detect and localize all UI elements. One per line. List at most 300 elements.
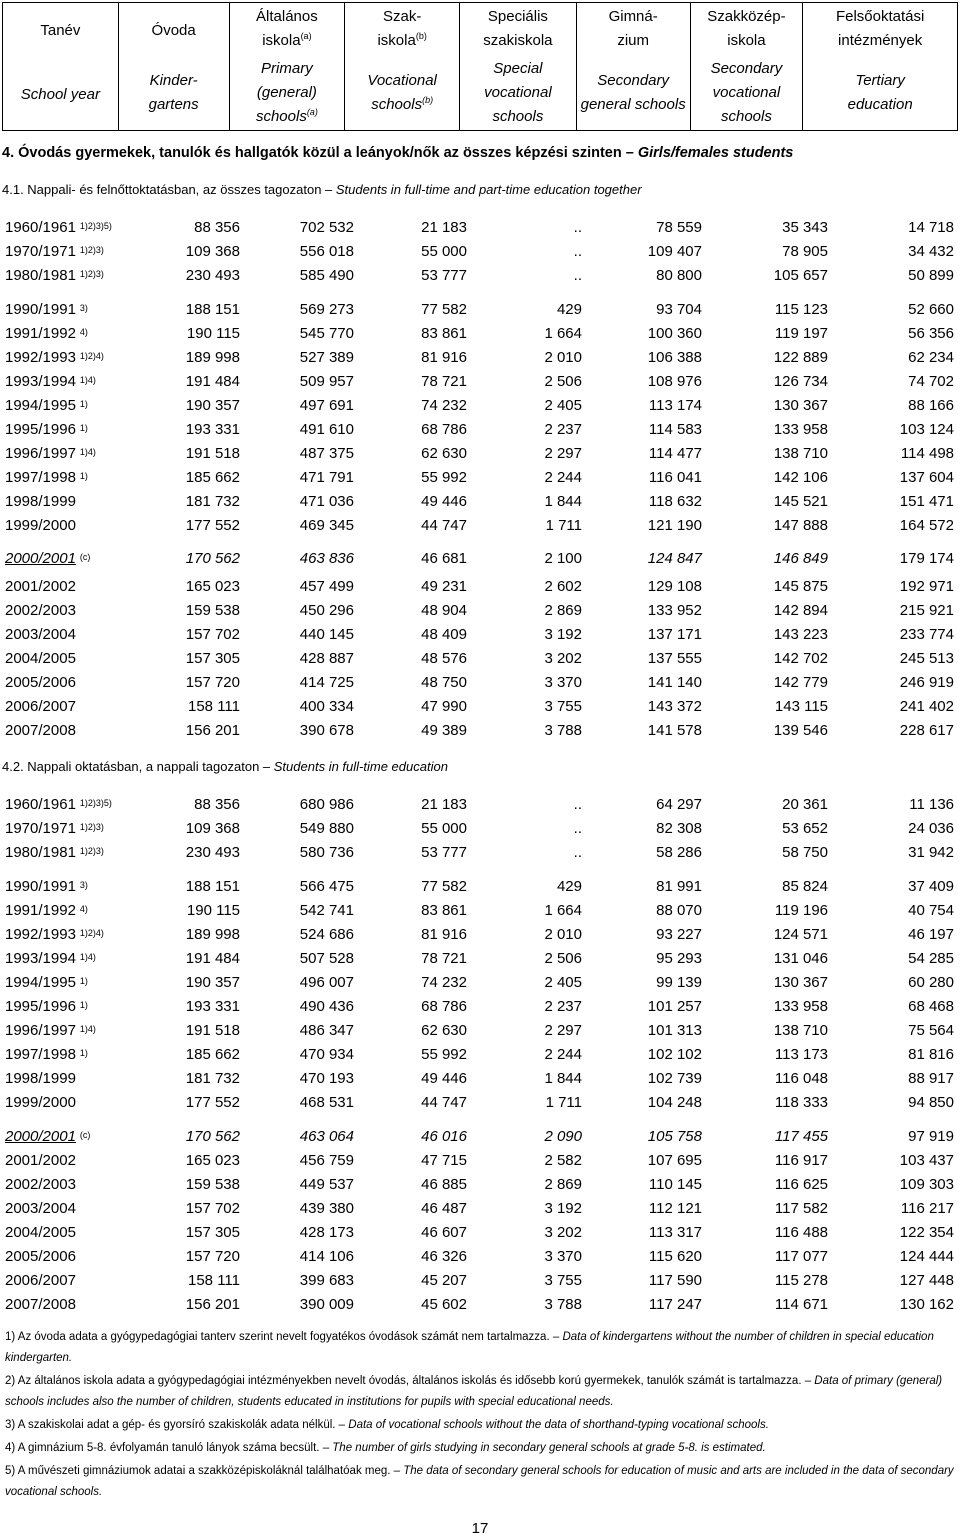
footnote-en: Data of kindergartens without the number of children in special education kindergarten. (5, 1331, 934, 1364)
value-cell-tertiary: 103 437 (899, 1152, 954, 1169)
value-cell-kindergartens: 181 732 (185, 493, 240, 510)
value-cell-tertiary: 62 234 (908, 349, 954, 366)
table-row (0, 820, 960, 844)
header-label-hu: Szak- iskola$^{(b)}$ (377, 8, 427, 49)
header-label-en: Tertiary education (847, 72, 913, 113)
value-cell-secondary-vocational: 116 048 (774, 1070, 828, 1087)
value-cell-secondary-general: 82 308 (656, 820, 702, 837)
value-cell-kindergartens: 193 331 (185, 998, 240, 1015)
school-year-cell (5, 878, 88, 895)
value-cell-vocational: 62 630 (421, 445, 467, 462)
value-cell-secondary-general: 105 758 (647, 1128, 702, 1145)
value-cell-tertiary: 241 402 (899, 698, 954, 715)
value-cell-tertiary: 245 513 (899, 650, 954, 667)
subsection-title-4-1-en: Students in full-time and part-time education together (335, 182, 642, 197)
school-year-text: 1970/1971 (5, 243, 76, 260)
table-row (0, 397, 960, 421)
table-row (0, 219, 960, 243)
value-cell-special-vocational: 2 506 (544, 950, 582, 967)
value-cell-secondary-general: 106 388 (647, 349, 702, 366)
value-cell-special-vocational: 2 405 (544, 974, 582, 991)
value-cell-special-vocational: 3 755 (544, 698, 582, 715)
value-cell-secondary-vocational: 138 710 (773, 1022, 828, 1039)
value-cell-kindergartens: 177 552 (185, 517, 240, 534)
value-cell-secondary-general: 107 695 (647, 1152, 702, 1169)
value-cell-secondary-vocational: 35 343 (782, 219, 828, 236)
value-cell-vocational: 68 786 (421, 998, 467, 1015)
table-row (0, 902, 960, 926)
footnote (5, 1461, 955, 1503)
value-cell-tertiary: 37 409 (908, 878, 954, 895)
value-cell-special-vocational: 2 582 (544, 1152, 582, 1169)
value-cell-tertiary: 88 166 (908, 397, 954, 414)
value-cell-vocational: 46 326 (421, 1248, 467, 1265)
table-row (0, 974, 960, 998)
value-cell-special-vocational: 3 192 (544, 626, 582, 643)
value-cell-secondary-vocational: 116 625 (774, 1176, 828, 1193)
table-row (0, 1248, 960, 1272)
table-row (0, 421, 960, 445)
value-cell-special-vocational: 2 297 (544, 1022, 582, 1039)
value-cell-primary: 680 986 (299, 796, 354, 813)
value-cell-vocational: 74 232 (421, 974, 467, 991)
value-cell-vocational: 74 232 (421, 397, 467, 414)
value-cell-vocational: 81 916 (421, 349, 467, 366)
school-year-cell (5, 926, 104, 943)
school-year-cell (5, 267, 104, 284)
value-cell-primary: 439 380 (299, 1200, 354, 1217)
column-header-table (2, 2, 958, 131)
value-cell-secondary-general: 133 952 (647, 602, 702, 619)
value-cell-secondary-general: 81 991 (656, 878, 702, 895)
value-cell-primary: 491 610 (299, 421, 354, 438)
value-cell-vocational: 49 446 (421, 493, 467, 510)
value-cell-secondary-general: 137 171 (647, 626, 702, 643)
school-year-text: 1980/1981 (5, 844, 76, 861)
value-cell-primary: 496 007 (299, 974, 354, 991)
school-year-cell (5, 1248, 76, 1265)
value-cell-vocational: 48 576 (421, 650, 467, 667)
value-cell-special-vocational: 3 202 (544, 650, 582, 667)
value-cell-special-vocational: .. (573, 267, 582, 284)
value-cell-special-vocational: 2 506 (544, 373, 582, 390)
value-cell-kindergartens: 188 151 (185, 878, 240, 895)
school-year-text: 1999/2000 (5, 1094, 76, 1111)
value-cell-special-vocational: 2 244 (544, 1046, 582, 1063)
value-cell-vocational: 77 582 (421, 878, 467, 895)
header-label-hu: Szakközép- iskola (707, 8, 786, 49)
school-year-cell (5, 493, 76, 510)
footnote-ref: 1) (79, 471, 88, 481)
value-cell-vocational: 48 904 (421, 602, 467, 619)
header-label-hu: Gimná- zium (608, 8, 658, 49)
value-cell-secondary-vocational: 143 115 (774, 698, 828, 715)
value-cell-primary: 414 725 (299, 674, 354, 691)
school-year-text: 2000/2001 (5, 550, 76, 567)
value-cell-primary: 490 436 (299, 998, 354, 1015)
value-cell-kindergartens: 191 518 (185, 445, 240, 462)
school-year-text: 1993/1994 (5, 373, 76, 390)
value-cell-secondary-vocational: 58 750 (782, 844, 828, 861)
school-year-cell (5, 1022, 96, 1039)
footnote-ref: 1)4) (79, 375, 96, 385)
value-cell-kindergartens: 165 023 (185, 578, 240, 595)
table-row (0, 698, 960, 722)
value-cell-secondary-general: 114 583 (648, 421, 702, 438)
footnote-hu: 5) A művészeti gimnáziumok adatai a szakközépiskoláknál találhatóak meg. – (5, 1465, 404, 1477)
school-year-cell (5, 698, 76, 715)
value-cell-vocational: 49 231 (421, 578, 467, 595)
value-cell-kindergartens: 156 201 (185, 1296, 240, 1313)
school-year-cell (5, 974, 88, 991)
footnote-ref: 1)4) (79, 447, 96, 457)
school-year-cell (5, 650, 76, 667)
table-row (0, 844, 960, 868)
value-cell-vocational: 44 747 (421, 1094, 467, 1111)
value-cell-secondary-vocational: 119 196 (774, 902, 828, 919)
school-year-cell (5, 243, 104, 260)
school-year-text: 1991/1992 (5, 902, 76, 919)
footnote-ref: 1)2)3) (79, 245, 104, 255)
value-cell-secondary-vocational: 130 367 (773, 974, 828, 991)
school-year-text: 1995/1996 (5, 421, 76, 438)
value-cell-tertiary: 228 617 (899, 722, 954, 739)
table-row (0, 1224, 960, 1248)
value-cell-secondary-general: 93 227 (656, 926, 702, 943)
school-year-cell (5, 674, 76, 691)
value-cell-primary: 471 036 (299, 493, 354, 510)
value-cell-special-vocational: 3 370 (544, 674, 582, 691)
school-year-cell (5, 1128, 90, 1145)
header-label-en: School year (20, 86, 100, 103)
value-cell-vocational: 83 861 (421, 902, 467, 919)
value-cell-kindergartens: 88 356 (194, 219, 240, 236)
value-cell-special-vocational: 1 664 (544, 325, 582, 342)
value-cell-secondary-general: 117 590 (648, 1272, 702, 1289)
header-label-en: Primary (general) schools$^{(a)}$ (255, 60, 318, 125)
value-cell-special-vocational: 3 370 (544, 1248, 582, 1265)
value-cell-vocational: 46 487 (421, 1200, 467, 1217)
school-year-text: 2005/2006 (5, 674, 76, 691)
value-cell-secondary-general: 115 620 (648, 1248, 702, 1265)
value-cell-special-vocational: 2 602 (544, 578, 582, 595)
table-row (0, 1128, 960, 1152)
value-cell-kindergartens: 185 662 (185, 469, 240, 486)
footnote-en: The number of girls studying in secondary general schools at grade 5-8. is estimated. (332, 1442, 766, 1454)
value-cell-special-vocational: 2 297 (544, 445, 582, 462)
value-cell-secondary-vocational: 115 278 (774, 1272, 828, 1289)
value-cell-secondary-general: 109 407 (647, 243, 702, 260)
school-year-text: 1990/1991 (5, 878, 76, 895)
header-superscript: (a) (306, 107, 318, 117)
value-cell-kindergartens: 191 484 (185, 950, 240, 967)
value-cell-primary: 545 770 (299, 325, 354, 342)
school-year-text: 2007/2008 (5, 722, 76, 739)
value-cell-primary: 400 334 (299, 698, 354, 715)
subsection-title-4-2-en: Students in full-time education (273, 759, 448, 774)
value-cell-special-vocational: 2 100 (544, 550, 582, 567)
footnote-ref: 3) (79, 303, 88, 313)
value-cell-kindergartens: 157 305 (185, 650, 240, 667)
value-cell-special-vocational: 1 844 (544, 1070, 582, 1087)
header-label-en: Kinder- gartens (148, 72, 199, 113)
value-cell-vocational: 21 183 (421, 796, 467, 813)
table-row (0, 1094, 960, 1118)
school-year-cell (5, 325, 88, 342)
table-row (0, 1272, 960, 1296)
footnote (5, 1415, 955, 1436)
value-cell-tertiary: 81 816 (908, 1046, 954, 1063)
value-cell-primary: 390 678 (299, 722, 354, 739)
school-year-text: 2007/2008 (5, 1296, 76, 1313)
footnote (5, 1327, 955, 1369)
footnote-ref: 1)2)4) (79, 351, 104, 361)
value-cell-secondary-vocational: 78 905 (782, 243, 828, 260)
value-cell-secondary-vocational: 142 894 (773, 602, 828, 619)
school-year-cell (5, 1070, 76, 1087)
subsection-title-4-1-hu: 4.1. Nappali- és felnőttoktatásban, az összes tagozaton – (2, 182, 336, 197)
value-cell-secondary-vocational: 117 455 (774, 1128, 828, 1145)
value-cell-secondary-general: 101 257 (647, 998, 702, 1015)
value-cell-primary: 457 499 (299, 578, 354, 595)
table-row (0, 578, 960, 602)
value-cell-primary: 470 934 (299, 1046, 354, 1063)
value-cell-vocational: 55 000 (421, 243, 467, 260)
value-cell-kindergartens: 191 518 (185, 1022, 240, 1039)
value-cell-special-vocational: 2 869 (544, 1176, 582, 1193)
value-cell-secondary-general: 141 578 (647, 722, 702, 739)
value-cell-special-vocational: 2 237 (544, 998, 582, 1015)
value-cell-kindergartens: 157 305 (185, 1224, 240, 1241)
value-cell-primary: 497 691 (299, 397, 354, 414)
page-number: 17 (471, 1520, 489, 1537)
value-cell-secondary-vocational: 122 889 (773, 349, 828, 366)
value-cell-secondary-general: 93 704 (656, 301, 702, 318)
school-year-text: 2002/2003 (5, 602, 76, 619)
table-row (0, 650, 960, 674)
header-label-hu: Tanév (40, 22, 81, 39)
school-year-cell (5, 902, 88, 919)
school-year-text: 2006/2007 (5, 698, 76, 715)
school-year-text: 2006/2007 (5, 1272, 76, 1289)
value-cell-secondary-vocational: 142 702 (773, 650, 828, 667)
section-title (2, 145, 793, 161)
value-cell-primary: 509 957 (299, 373, 354, 390)
value-cell-secondary-vocational: 133 958 (773, 421, 828, 438)
value-cell-primary: 469 345 (299, 517, 354, 534)
value-cell-tertiary: 127 448 (899, 1272, 954, 1289)
footnote-ref: 1) (79, 1048, 88, 1058)
value-cell-vocational: 55 000 (421, 820, 467, 837)
value-cell-kindergartens: 188 151 (185, 301, 240, 318)
school-year-cell (5, 950, 96, 967)
table-row (0, 796, 960, 820)
value-cell-tertiary: 124 444 (899, 1248, 954, 1265)
value-cell-secondary-general: 118 632 (648, 493, 702, 510)
school-year-cell (5, 349, 104, 366)
value-cell-special-vocational: .. (573, 243, 582, 260)
footnote-ref: 1) (79, 399, 88, 409)
value-cell-secondary-vocational: 147 888 (773, 517, 828, 534)
value-cell-secondary-vocational: 126 734 (773, 373, 828, 390)
value-cell-primary: 569 273 (299, 301, 354, 318)
value-cell-vocational: 46 016 (421, 1128, 467, 1145)
value-cell-secondary-general: 121 190 (647, 517, 702, 534)
school-year-text: 2005/2006 (5, 1248, 76, 1265)
school-year-text: 1998/1999 (5, 493, 76, 510)
table-row (0, 1296, 960, 1320)
school-year-text: 2003/2004 (5, 626, 76, 643)
value-cell-primary: 428 887 (299, 650, 354, 667)
table-row (0, 1022, 960, 1046)
school-year-text: 1995/1996 (5, 998, 76, 1015)
value-cell-kindergartens: 181 732 (185, 1070, 240, 1087)
footnote-ref: 1)2)3)5) (79, 221, 112, 231)
school-year-cell (5, 397, 88, 414)
value-cell-vocational: 62 630 (421, 1022, 467, 1039)
value-cell-secondary-general: 108 976 (647, 373, 702, 390)
value-cell-primary: 390 009 (299, 1296, 354, 1313)
value-cell-secondary-general: 143 372 (647, 698, 702, 715)
value-cell-primary: 486 347 (299, 1022, 354, 1039)
school-year-cell (5, 469, 88, 486)
value-cell-special-vocational: 1 664 (544, 902, 582, 919)
value-cell-secondary-vocational: 105 657 (773, 267, 828, 284)
header-label-hu: Felsőoktatási intézmények (835, 8, 925, 49)
school-year-cell (5, 1152, 76, 1169)
value-cell-special-vocational: 1 711 (545, 517, 582, 534)
school-year-text: 2004/2005 (5, 1224, 76, 1241)
school-year-text: 1996/1997 (5, 445, 76, 462)
value-cell-kindergartens: 159 538 (185, 602, 240, 619)
value-cell-special-vocational: 2 010 (544, 349, 582, 366)
value-cell-secondary-vocational: 116 917 (774, 1152, 828, 1169)
value-cell-secondary-general: 113 174 (648, 397, 702, 414)
value-cell-tertiary: 34 432 (908, 243, 954, 260)
value-cell-secondary-vocational: 131 046 (773, 950, 828, 967)
value-cell-secondary-vocational: 53 652 (782, 820, 828, 837)
value-cell-tertiary: 60 280 (908, 974, 954, 991)
table-row (0, 878, 960, 902)
value-cell-secondary-vocational: 113 173 (774, 1046, 828, 1063)
value-cell-vocational: 44 747 (421, 517, 467, 534)
header-col-vocational-schools (345, 3, 460, 130)
school-year-text: 1960/1961 (5, 219, 76, 236)
value-cell-secondary-general: 141 140 (647, 674, 702, 691)
value-cell-kindergartens: 191 484 (185, 373, 240, 390)
school-year-text: 1970/1971 (5, 820, 76, 837)
table-row (0, 469, 960, 493)
value-cell-special-vocational: 3 755 (544, 1272, 582, 1289)
value-cell-kindergartens: 157 720 (185, 1248, 240, 1265)
value-cell-secondary-vocational: 139 546 (773, 722, 828, 739)
value-cell-primary: 585 490 (299, 267, 354, 284)
value-cell-tertiary: 88 917 (908, 1070, 954, 1087)
value-cell-secondary-vocational: 117 077 (774, 1248, 828, 1265)
value-cell-kindergartens: 230 493 (185, 844, 240, 861)
value-cell-kindergartens: 159 538 (185, 1176, 240, 1193)
header-col-special-vocational-schools (460, 3, 577, 130)
value-cell-secondary-vocational: 130 367 (773, 397, 828, 414)
table-row (0, 445, 960, 469)
value-cell-special-vocational: 429 (556, 878, 582, 895)
value-cell-tertiary: 151 471 (899, 493, 954, 510)
value-cell-primary: 527 389 (299, 349, 354, 366)
value-cell-vocational: 78 721 (421, 950, 467, 967)
value-cell-secondary-general: 64 297 (656, 796, 702, 813)
value-cell-special-vocational: .. (573, 219, 582, 236)
school-year-cell (5, 796, 112, 813)
header-col-school-year (3, 3, 119, 130)
school-year-text: 1998/1999 (5, 1070, 76, 1087)
value-cell-vocational: 55 992 (421, 1046, 467, 1063)
value-cell-kindergartens: 158 111 (188, 698, 240, 715)
footnote-en: The data of secondary general schools for education of music and arts are included in the data of secondary vocational schools. (5, 1465, 954, 1498)
school-year-cell (5, 550, 90, 567)
value-cell-primary: 399 683 (299, 1272, 354, 1289)
school-year-cell (5, 820, 104, 837)
value-cell-special-vocational: 2 010 (544, 926, 582, 943)
footnote-ref: 1)4) (79, 1024, 96, 1034)
footnote-ref: 4) (79, 327, 88, 337)
header-label-en: Secondary general schools (580, 72, 686, 113)
value-cell-tertiary: 215 921 (899, 602, 954, 619)
school-year-text: 1960/1961 (5, 796, 76, 813)
value-cell-special-vocational: .. (573, 820, 582, 837)
value-cell-secondary-vocational: 143 223 (773, 626, 828, 643)
value-cell-vocational: 68 786 (421, 421, 467, 438)
value-cell-tertiary: 31 942 (908, 844, 954, 861)
value-cell-primary: 507 528 (299, 950, 354, 967)
value-cell-secondary-vocational: 145 875 (773, 578, 828, 595)
value-cell-special-vocational: 1 844 (544, 493, 582, 510)
school-year-cell (5, 1224, 76, 1241)
value-cell-tertiary: 179 174 (899, 550, 954, 567)
value-cell-secondary-vocational: 146 849 (773, 550, 828, 567)
value-cell-tertiary: 246 919 (899, 674, 954, 691)
value-cell-primary: 471 791 (299, 469, 354, 486)
value-cell-primary: 556 018 (299, 243, 354, 260)
value-cell-special-vocational: 3 192 (544, 1200, 582, 1217)
value-cell-primary: 549 880 (299, 820, 354, 837)
value-cell-kindergartens: 109 368 (185, 820, 240, 837)
school-year-text: 1991/1992 (5, 325, 76, 342)
value-cell-kindergartens: 165 023 (185, 1152, 240, 1169)
value-cell-primary: 428 173 (299, 1224, 354, 1241)
header-label-en: Special vocational schools (484, 60, 552, 125)
value-cell-secondary-general: 80 800 (656, 267, 702, 284)
value-cell-kindergartens: 190 357 (185, 974, 240, 991)
value-cell-tertiary: 164 572 (899, 517, 954, 534)
value-cell-primary: 414 106 (299, 1248, 354, 1265)
value-cell-secondary-general: 102 102 (647, 1046, 702, 1063)
value-cell-secondary-general: 116 041 (648, 469, 702, 486)
footnote (5, 1438, 955, 1459)
value-cell-tertiary: 192 971 (899, 578, 954, 595)
table-row (0, 602, 960, 626)
header-superscript: (b) (415, 31, 427, 41)
value-cell-secondary-general: 114 477 (648, 445, 702, 462)
value-cell-tertiary: 116 217 (900, 1200, 954, 1217)
table-row (0, 950, 960, 974)
header-label-hu: Általános iskola$^{(a)}$ (256, 8, 318, 49)
value-cell-secondary-vocational: 85 824 (782, 878, 828, 895)
value-cell-special-vocational: 3 202 (544, 1224, 582, 1241)
value-cell-secondary-vocational: 116 488 (774, 1224, 828, 1241)
header-label-en: Vocational schools$^{(b)}$ (367, 72, 437, 113)
value-cell-secondary-general: 88 070 (656, 902, 702, 919)
value-cell-secondary-vocational: 124 571 (773, 926, 828, 943)
